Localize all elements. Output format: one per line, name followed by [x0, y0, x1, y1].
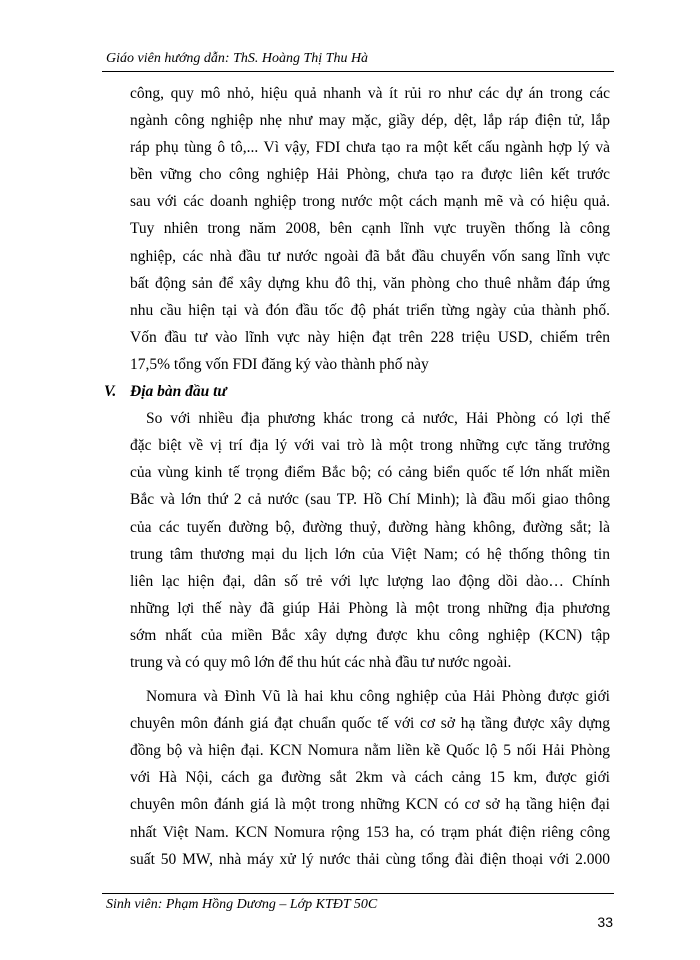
- text-line: của các tuyến đường bộ, đường thuỷ, đường hàng không, đường sắt; là: [130, 518, 610, 536]
- text-line: sớm nhất của miền Bắc xây dựng được khu công nghiệp (KCN) tập: [130, 626, 610, 644]
- text-line: ngành công nghiệp nhẹ như may mặc, giầy dép, dệt, lắp ráp điện tử, lắp: [130, 112, 610, 130]
- text-line: nghiệp, các nhà đầu tư nước ngoài đã bắt đầu chuyển vốn sang lĩnh vực: [130, 247, 610, 265]
- text-line: suất 50 MW, nhà máy xử lý nước thải cùng tổng đài điện thoại với 2.000: [130, 850, 610, 868]
- page-header: Giáo viên hướng dẫn: ThS. Hoàng Thị Thu Hà: [106, 51, 369, 66]
- paragraph-fdi-structure: [130, 80, 610, 378]
- text-line: So với nhiều địa phương khác trong cả nước, Hải Phòng có lợi thế: [146, 410, 610, 428]
- text-line: công, quy mô nhỏ, hiệu quả nhanh và ít rủi ro như các dự án trong các: [130, 85, 610, 102]
- text-line: sau với các doanh nghiệp trong nước một cách mạnh mẽ và có hiệu quả.: [130, 193, 610, 211]
- text-line: nhu cầu hiện tại và đón đầu tốc độ phát triển từng ngày của thành phố.: [130, 301, 610, 319]
- section-number: V.: [104, 383, 117, 401]
- text-line: nhất Việt Nam. KCN Nomura rộng 153 ha, có trạm phát điện riêng công: [130, 823, 610, 841]
- text-line: đồng bộ và hiện đại. KCN Nomura nằm liền kề Quốc lộ 5 nối Hải Phòng: [130, 742, 610, 760]
- text-line: của vùng kinh tế trọng điểm Bắc bộ; có cảng biển quốc tế lớn nhất miền: [130, 464, 610, 482]
- paragraph-industrial-zones: [130, 683, 610, 873]
- paragraph-location-advantage: [130, 405, 610, 676]
- text-line: bất động sản để xây dựng khu đô thị, văn phòng cho thuê nhằm đáp ứng: [130, 274, 610, 292]
- text-line: chuyên môn đánh giá đạt chuẩn quốc tế với cơ sở hạ tầng được xây dựng: [130, 715, 610, 733]
- header-divider: [102, 71, 614, 72]
- text-line: với Hà Nội, cách ga đường sắt 2km và cách cảng 15 km, được giới: [130, 769, 610, 787]
- section-heading: [104, 378, 610, 405]
- text-line: trung tâm thương mại du lịch lớn của Việt Nam; có hệ thống thông tin: [130, 545, 610, 563]
- text-line: chuyên môn đánh giá là một trong những KCN có cơ sở hạ tầng hiện đại: [130, 796, 610, 814]
- text-line: Vốn đầu tư vào lĩnh vực này hiện đạt trên 228 triệu USD, chiếm trên: [130, 328, 610, 346]
- text-line: Nomura và Đình Vũ là hai khu công nghiệp của Hải Phòng được giới: [146, 688, 610, 706]
- text-line: Tuy nhiên trong năm 2008, bên cạnh lĩnh vực truyền thống là công: [130, 220, 610, 238]
- footer-divider: [102, 893, 614, 894]
- text-line: bền vững cho công nghiệp Hải Phòng, chưa tạo ra được liên kết trước: [130, 166, 610, 184]
- page-body: [104, 80, 610, 873]
- section-title: Địa bàn đầu tư: [130, 383, 227, 401]
- paragraph-gap: [130, 676, 610, 683]
- text-line: ráp phụ tùng ô tô,... Vì vậy, FDI chưa tạo ra một kết cấu ngành hợp lý và: [130, 139, 610, 157]
- text-line: 17,5% tổng vốn FDI đăng ký vào thành phố này: [130, 355, 429, 373]
- page-footer: Sinh viên: Phạm Hồng Dương – Lớp KTĐT 50C: [106, 897, 378, 912]
- text-line: trung và có quy mô lớn để thu hút các nhà đầu tư nước ngoài.: [130, 653, 512, 671]
- text-line: liên lạc hiện đại, dân số trẻ với lực lượng lao động dồi dào… Chính: [130, 572, 610, 590]
- text-line: Bắc và lớn thứ 2 cả nước (sau TP. Hồ Chí Minh); là đầu mối giao thông: [130, 491, 610, 509]
- page-number: 33: [597, 914, 613, 930]
- text-line: đặc biệt về vị trí địa lý với vai trò là một trong những cực tăng trưởng: [130, 437, 610, 455]
- text-line: những lợi thế này đã giúp Hải Phòng là một trong những địa phương: [130, 599, 610, 617]
